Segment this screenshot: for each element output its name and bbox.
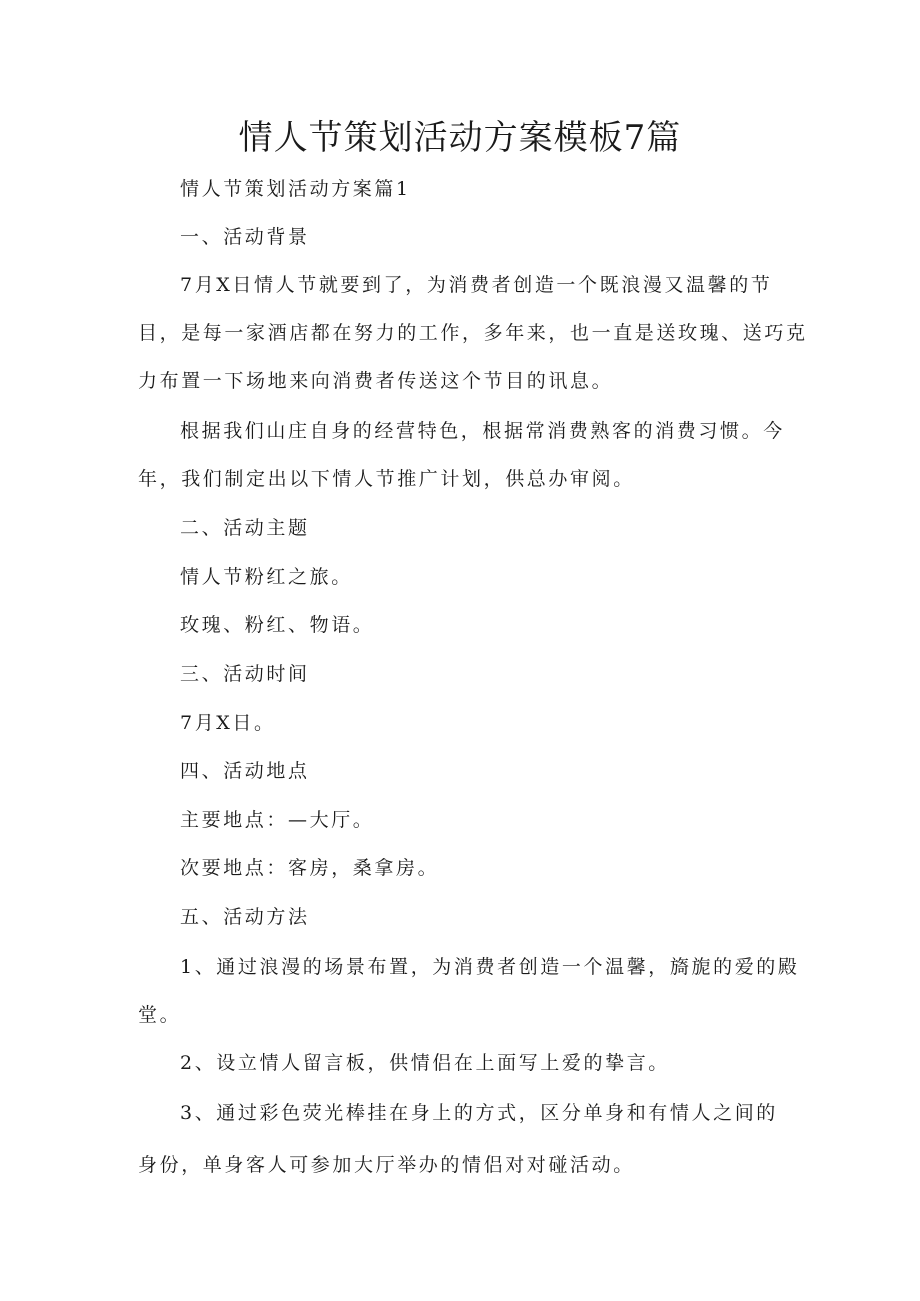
section-heading: 情人节策划活动方案篇1 bbox=[180, 178, 411, 200]
paragraph-line: 玫瑰、粉红、物语。 bbox=[180, 614, 375, 636]
paragraph-line: 年，我们制定出以下情人节推广计划，供总办审阅。 bbox=[138, 468, 635, 490]
paragraph-line: 目，是每一家酒店都在努力的工作，多年来，也一直是送玫瑰、送巧克 bbox=[138, 322, 808, 344]
paragraph-line: 7月X日。 bbox=[180, 712, 276, 734]
document-title: 情人节策划活动方案模板7篇 bbox=[238, 118, 682, 158]
paragraph-line: 情人节粉红之旅。 bbox=[180, 566, 353, 588]
paragraph-line: 主要地点：—大厅。 bbox=[180, 809, 375, 831]
paragraph-line: 2、设立情人留言板，供情侣在上面写上爱的挚言。 bbox=[180, 1052, 670, 1074]
paragraph-line: 1、通过浪漫的场景布置，为消费者创造一个温馨，旖旎的爱的殿 bbox=[180, 956, 800, 978]
paragraph-line: 次要地点：客房，桑拿房。 bbox=[180, 857, 440, 879]
paragraph-line: 堂。 bbox=[138, 1004, 182, 1026]
paragraph-line: 身份，单身客人可参加大厅举办的情侣对对碰活动。 bbox=[138, 1154, 635, 1176]
paragraph-line: 3、通过彩色荧光棒挂在身上的方式，区分单身和有情人之间的 bbox=[180, 1102, 778, 1124]
paragraph-line: 7月X日情人节就要到了，为消费者创造一个既浪漫又温馨的节 bbox=[180, 274, 773, 296]
paragraph-line: 根据我们山庄自身的经营特色，根据常消费熟客的消费习惯。今 bbox=[180, 420, 785, 442]
section-heading: 三、活动时间 bbox=[180, 663, 310, 685]
section-heading: 二、活动主题 bbox=[180, 517, 310, 539]
section-heading: 四、活动地点 bbox=[180, 760, 310, 782]
section-heading: 五、活动方法 bbox=[180, 906, 310, 928]
section-heading: 一、活动背景 bbox=[180, 226, 310, 248]
paragraph-line: 力布置一下场地来向消费者传送这个节目的讯息。 bbox=[138, 370, 614, 392]
